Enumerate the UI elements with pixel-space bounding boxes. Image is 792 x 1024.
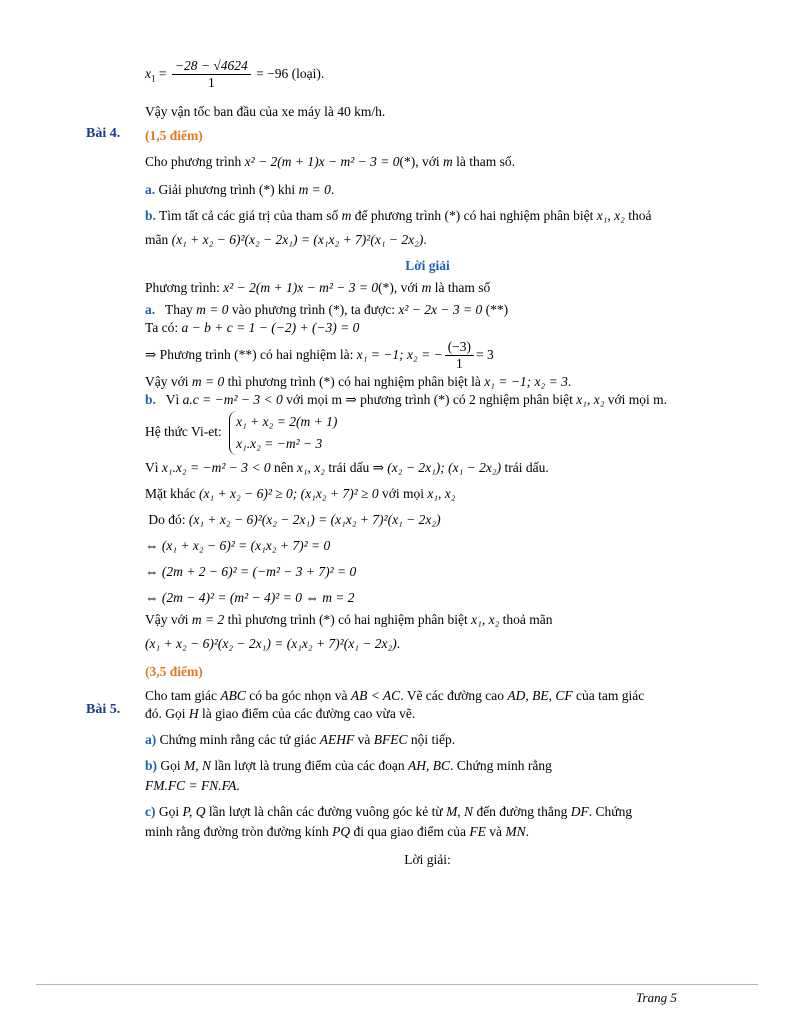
loigiai4-step-2: ⇔ (2m + 2 − 6)² = (−m² − 3 + 7)² = 0 <box>145 563 357 579</box>
loigiai4-roots: ⇒ Phương trình (**) có hai nghiệm là: x₁ = −1; x₂ = − $\frac{(-3)}{1}$ = 3 <box>145 339 494 372</box>
loigiai4-conclusion-a: Vậy với m = 0 thì phương trình (*) có hai nghiệm phân biệt là x₁ = −1; x₂ = 3. <box>145 373 572 389</box>
loigiai4-part-a: a. Thay m = 0 vào phương trình (*), ta được: x² − 2x − 3 = 0 (**) <box>145 301 509 317</box>
loigiai4-viet: Hệ thức Vi-et: x₁ + x₂ = 2(m + 1) x₁.x₂ = −m² − 3 <box>145 411 710 455</box>
x1-fraction: $\frac{-28 - √4624}{1}$ <box>172 58 251 91</box>
bai5-part-c: c) Gọi P, Q lần lượt là chân các đường vuông góc kẻ từ M, N đến đường thẳng DF. Chứng <box>145 803 633 819</box>
loigiai4-conclusion-b: Vậy với m = 2 thì phương trình (*) có hai nghiệm phân biệt x₁, x₂ thoả mãn <box>145 611 553 627</box>
loigiai4-do-do: Do đó: (x₁ + x₂ − 6)²(x₂ − 2x₁) = (x₁x₂ + 7)²(x₁ − 2x₂) <box>148 511 441 527</box>
bai4-label: Bài 4. <box>86 126 121 141</box>
roots-fraction: $\frac{(-3)}{1}$ <box>445 339 474 372</box>
page-number: Trang 5 <box>636 990 677 1005</box>
bai4-part-a: a. Giải phương trình (*) khi m = 0. <box>145 181 335 197</box>
bai5-problem-2: đó. Gọi H là giao điểm của các đường cao vừa vẽ. <box>145 705 416 721</box>
main-content <box>145 56 710 869</box>
bai5-part-a: a) Chứng minh rằng các tứ giác AEHF và BFEC nội tiếp. <box>145 731 456 747</box>
bai4-part-b: b. Tìm tất cả các giá trị của tham số m để phương trình (*) có hai nghiệm phân biệt x₁, x₂ thoả <box>145 207 652 223</box>
bai5-problem-1: Cho tam giác ABC có ba góc nhọn và AB < AC. Vẽ các đường cao AD, BE, CF của tam giác <box>145 687 645 703</box>
loigiai4-conclusion-b-cond: (x₁ + x₂ − 6)²(x₂ − 2x₁) = (x₁x₂ + 7)²(x₁ − 2x₂). <box>145 635 401 651</box>
bai4-points: (1,5 điểm) <box>145 127 203 143</box>
speed-conclusion: Vậy vận tốc ban đầu của xe máy là 40 km/h. <box>145 103 386 119</box>
bai5-points: (3,5 điểm) <box>145 663 203 679</box>
bai5-label: Bài 5. <box>86 702 121 717</box>
viet-system: x₁ + x₂ = 2(m + 1) x₁.x₂ = −m² − 3 <box>229 411 337 455</box>
bai5-part-b: b) Gọi M, N lần lượt là trung điểm của các đoạn AH, BC. Chứng minh rằng <box>145 757 552 773</box>
bai5-part-b-eq: FM.FC = FN.FA. <box>145 777 240 793</box>
loigiai4-title: Lời giải <box>405 257 450 273</box>
loigiai4-part-b: b. Vì a.c = −m² − 3 < 0 với mọi m ⇒ phương trình (*) có 2 nghiệm phân biệt x₁, x₂ với mọi m. <box>145 391 668 407</box>
bai4-part-b-condition: mãn (x₁ + x₂ − 6)²(x₂ − 2x₁) = (x₁x₂ + 7)²(x₁ − 2x₂). <box>145 231 427 247</box>
loigiai4-taco: Ta có: a − b + c = 1 − (−2) + (−3) = 0 <box>145 319 360 335</box>
loigiai4-step-3: ⇔ (2m − 4)² = (m² − 4)² = 0 ⇔ m = 2 <box>145 589 355 605</box>
bai4-problem: Cho phương trình x² − 2(m + 1)x − m² − 3 = 0(*), với m là tham số. <box>145 153 515 169</box>
loigiai4-step-1: ⇔ (x₁ + x₂ − 6)² = (x₁x₂ + 7)² = 0 <box>145 537 331 553</box>
x1-formula: $x_1$ = $\frac{-28 - √4624}{1}$ = −96 (loại). <box>145 58 325 91</box>
footer-divider <box>36 984 758 985</box>
loigiai4-equation: Phương trình: x² − 2(m + 1)x − m² − 3 = 0(*), với m là tham số <box>145 279 491 295</box>
bai5-part-c-2: minh rằng đường tròn đường kính PQ đi qua giao điểm của FE và MN. <box>145 823 529 839</box>
bai5-loigiai: Lời giải: <box>404 851 451 867</box>
loigiai4-sign: Vì x₁.x₂ = −m² − 3 < 0 nên x₁, x₂ trái dấu ⇒ (x₂ − 2x₁); (x₁ − 2x₂) trái dấu. <box>145 459 549 475</box>
loigiai4-mat-khac: Mặt khác (x₁ + x₂ − 6)² ≥ 0; (x₁x₂ + 7)² ≥ 0 với mọi x₁, x₂ <box>145 485 456 501</box>
